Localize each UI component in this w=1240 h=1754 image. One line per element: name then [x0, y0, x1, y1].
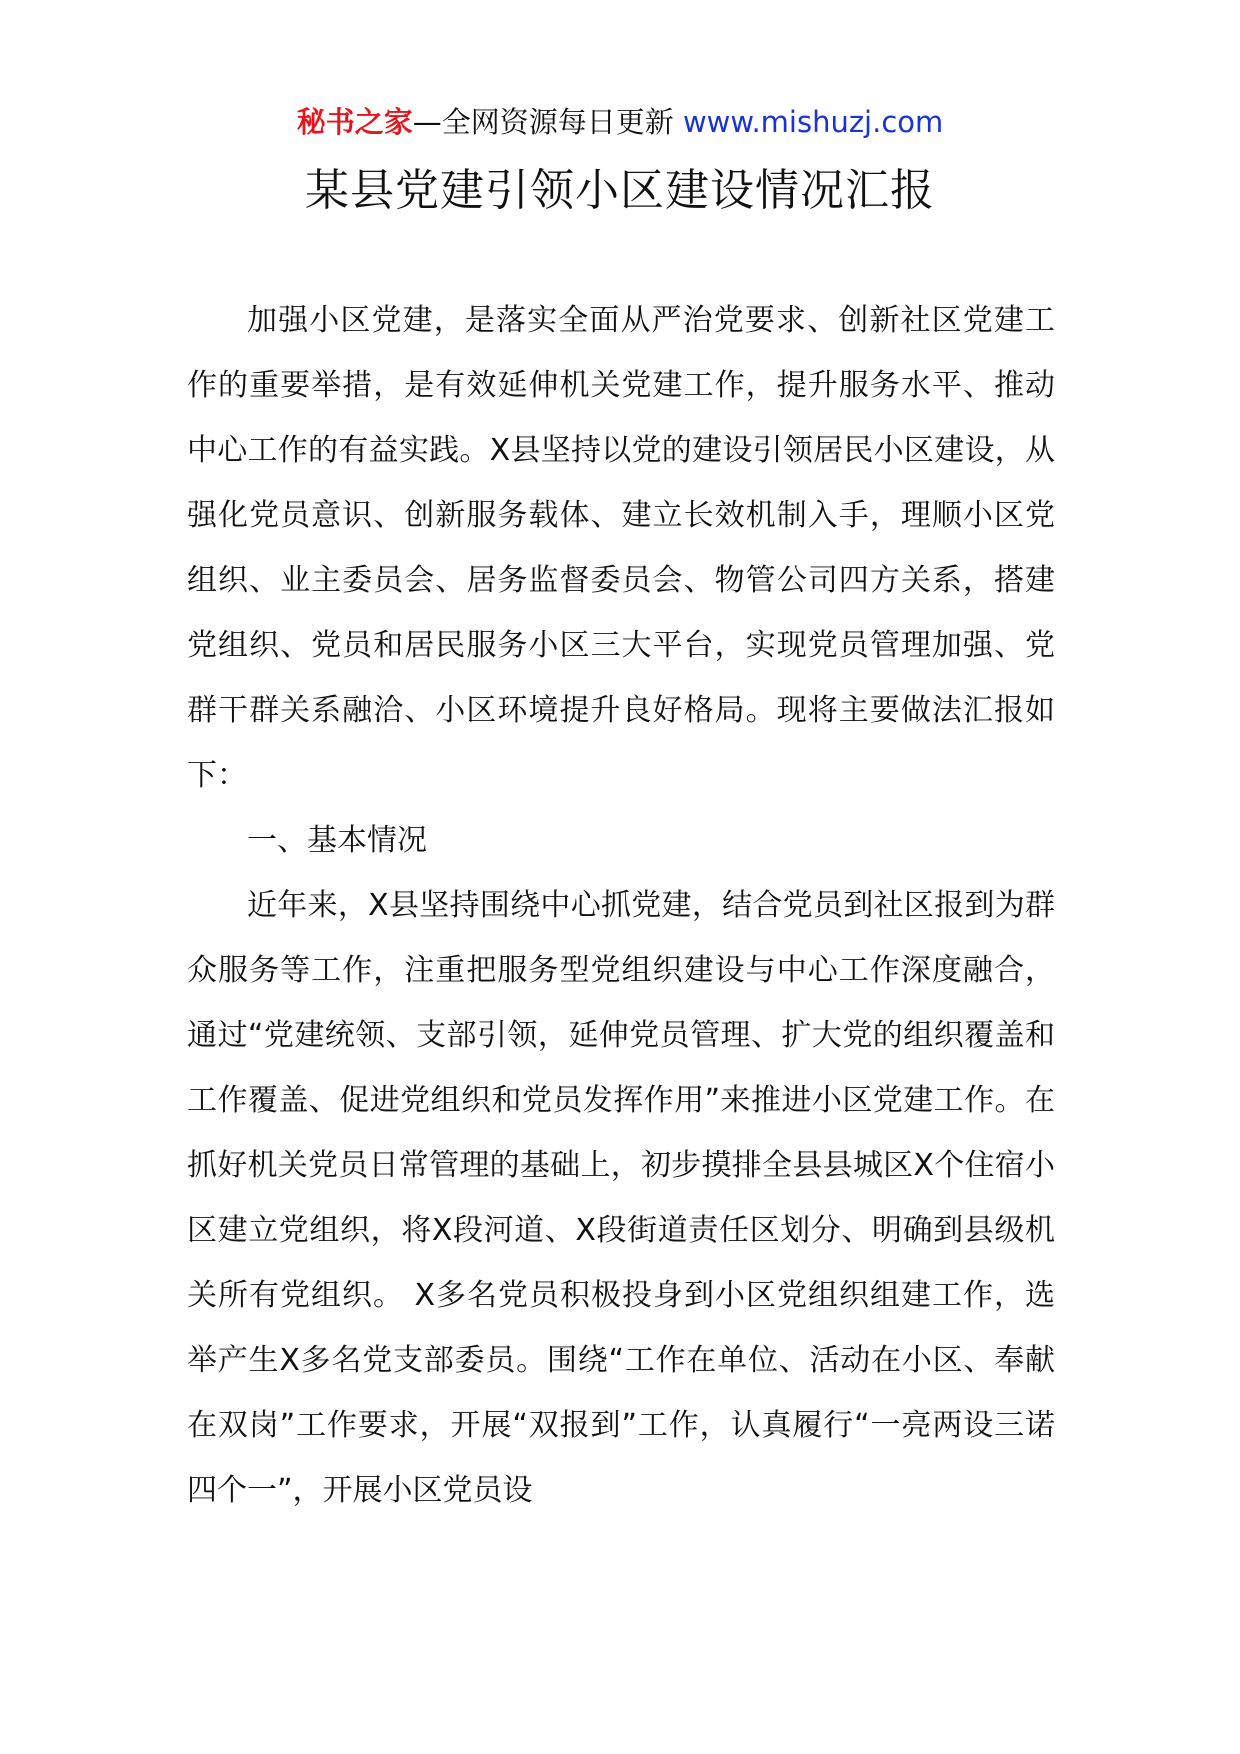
paragraph-intro: 加强小区党建，是落实全面从严治党要求、创新社区党建工作的重要举措，是有效延伸机关党建工作，提升服务水平、推动中心工作的有益实践。X县坚持以党的建设引领居民小区建设，从强化党员意识、创新服务载体、建立长效机制入手，理顺小区党组织、业主委员会、居务监督委员会、物管公司四方关系，搭建党组织、党员和居民服务小区三大平台，实现党员管理加强、党群干群关系融洽、小区环境提升良好格局。现将主要做法汇报如下：: [187, 303, 1055, 793]
document-title: 某县党建引领小区建设情况汇报: [305, 165, 935, 216]
site-banner: [0, 100, 1240, 144]
document-body: [187, 288, 1055, 1523]
paragraph-basic-situation: 近年来，X县坚持围绕中心抓党建，结合党员到社区报到为群众服务等工作，注重把服务型党组织建设与中心工作深度融合，通过“党建统领、支部引领，延伸党员管理、扩大党的组织覆盖和工作覆盖、促进党组织和党员发挥作用”来推进小区党建工作。在抓好机关党员日常管理的基础上，初步摸排全县县城区X个住宿小区建立党组织，将X段河道、X段街道责任区划分、明确到县级机关所有党组织。 X多名党员积极投身到小区党组织组建工作，选举产生X多名党支部委员。围绕“工作在单位、活动在小区、奉献在双岗”工作要求，开展“双报到”工作，认真履行“一亮两设三诺四个一”，开展小区党员设: [187, 888, 1055, 1508]
banner-tagline: —全网资源每日更新: [412, 105, 674, 139]
banner-url-link[interactable]: www.mishuzj.com: [682, 105, 944, 139]
banner-brand: 秘书之家: [296, 105, 413, 139]
section-heading: 一、基本情况: [247, 823, 427, 858]
